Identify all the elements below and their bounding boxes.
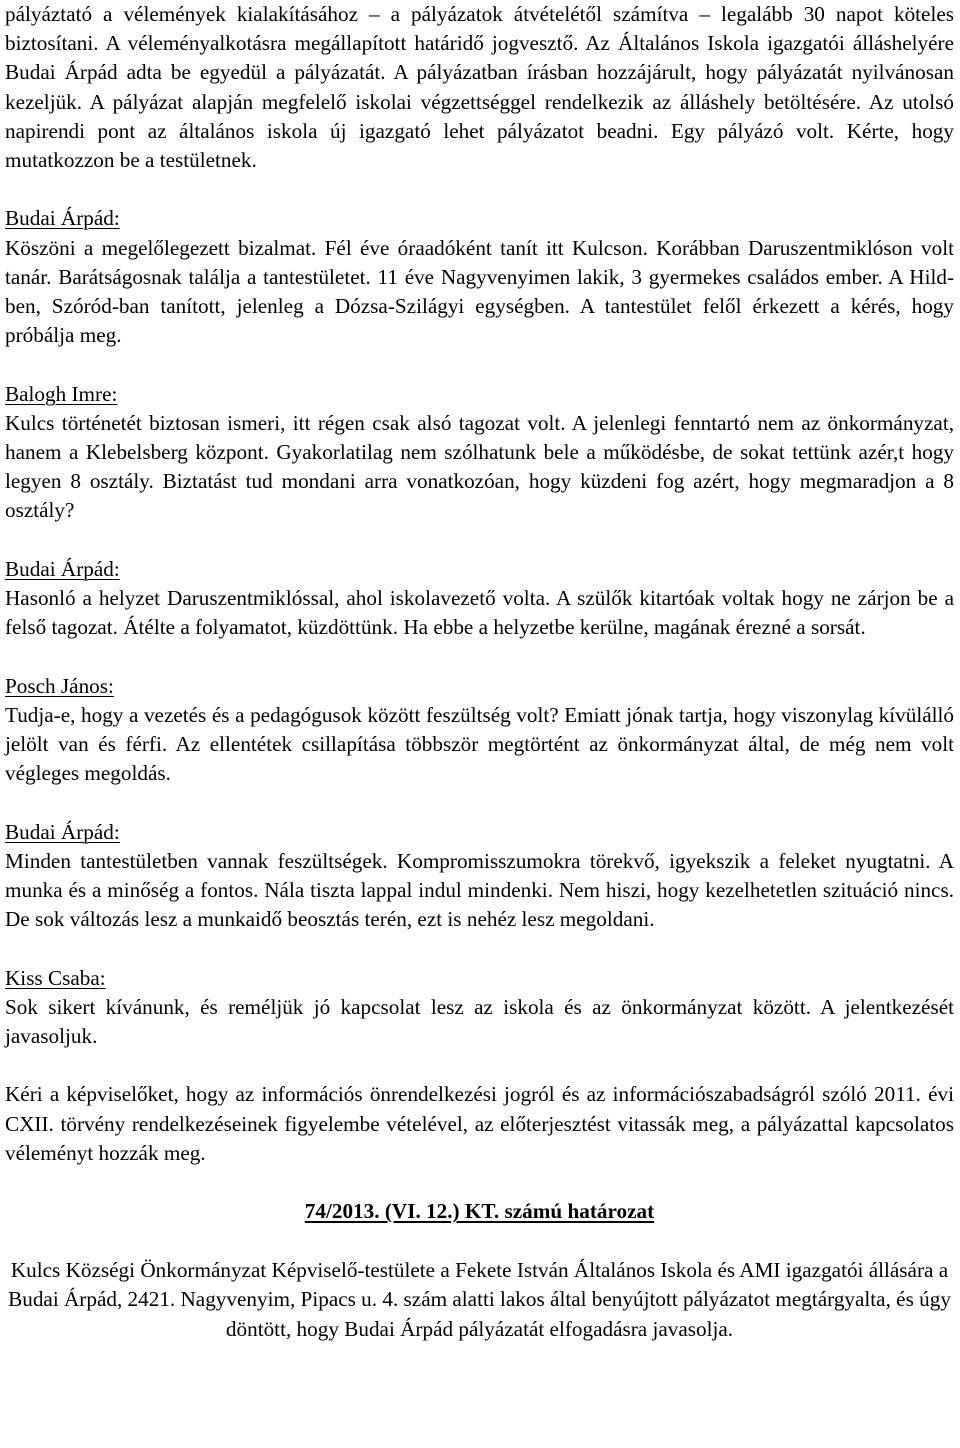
speaker-label: Kiss Csaba: [5, 965, 100, 990]
minutes-entry: [5, 380, 954, 526]
resolution-text: Kulcs Községi Önkormányzat Képviselő-testülete a Fekete István Általános Iskola és AMI igazgatói állására a Budai Árpád, 2421. Nagyvenyim, Pipacs u. 4. szám alatti lakos által benyújtott pályázatot megtárgyalta, és úgy döntött, hogy Budai Árpád pályázatát elfogadásra javasolja.: [8, 1257, 951, 1341]
minutes-entry: [5, 555, 954, 643]
speaker-name: Budai Árpád:: [5, 206, 120, 231]
speaker-name: Budai Árpád:: [5, 819, 120, 844]
speaker-name: Budai Árpád:: [5, 556, 120, 581]
speaker-name: Balogh Imre:: [5, 381, 118, 406]
speaker-label: Budai Árpád: [5, 819, 114, 844]
paragraph-gap: [5, 642, 954, 671]
speaker-label: Budai Árpád: [5, 206, 114, 231]
closing-paragraph: Kéri a képviselőket, hogy az információs önrendelkezési jogról és az információszabadságról szóló 2011. évi CXII. törvény rendelkezéseinek figyelembe vételével, az előterjesztést vitassák meg, a pályázattal kapcsolatos véleményt hozzák meg.: [5, 1082, 954, 1165]
speaker-remark: Hasonló a helyzet Daruszentmiklóssal, ahol iskolavezető volta. A szülők kitartóak voltak hogy ne zárjon be a felső tagozat. Átélte a folyamatot, küzdöttünk. Ha ebbe a helyzetbe kerülne, magának érezné a sorsát.: [5, 586, 954, 640]
speaker-name: Posch János:: [5, 673, 114, 698]
speaker-label: Budai Árpád: [5, 556, 114, 581]
speaker-remark: Minden tantestületben vannak feszültségek. Kompromisszumokra törekvő, igyekszik a feleket nyugtatni. A munka és a minőség a fontos. Nála tiszta lappal indul mindenki. Nem hiszi, hogy kezelhetetlen szituáció nincs. De sok változás lesz a munkaidő beosztás terén, ezt is nehéz lesz megoldani.: [5, 848, 954, 932]
minutes-entry: [5, 672, 954, 789]
speaker-remark: Köszöni a megelőlegezett bizalmat. Fél éve óraadóként tanít itt Kulcson. Korábban Daruszentmiklóson volt tanár. Barátságosnak találja a tantestületet. 11 éve Nagyvenyimen lakik, 3 gyermekes családos ember. A Hild-ben, Szóród-ban tanított, jelenleg a Dózsa-Szilágyi egységben. A tantestület felől érkezett a kérés, hogy próbálja meg.: [5, 235, 954, 348]
paragraph-gap: [5, 1168, 954, 1197]
minutes-entry: [5, 818, 954, 935]
resolution-title: 74/2013. (VI. 12.) KT. számú határozat: [304, 1199, 655, 1224]
paragraph-gap: [5, 1051, 954, 1080]
speaker-name: Kiss Csaba:: [5, 965, 106, 990]
page-text: [5, 0, 954, 1344]
paragraph-gap: [5, 175, 954, 204]
paragraph-gap: [5, 788, 954, 817]
paragraph-gap: [5, 934, 954, 963]
speaker-label: Posch János: [5, 673, 108, 698]
speaker-label: Balogh Imre: [5, 381, 112, 406]
paragraph-gap: [5, 1226, 954, 1255]
minutes-entry: [5, 204, 954, 350]
speaker-remark: Sok sikert kívánunk, és reméljük jó kapcsolat lesz az iskola és az önkormányzat között. A jelentkezését javasoljuk.: [5, 994, 954, 1049]
speaker-remark: Kulcs történetét biztosan ismeri, itt régen csak alsó tagozat volt. A jelenlegi fenntartó nem az önkormányzat, hanem a Klebelsberg központ. Gyakorlatilag nem szólhatunk bele a működésbe, de sokat tettünk azér,t hogy legyen 8 osztály. Biztatást tud mondani arra vonatkozóan, hogy küzdeni fog azért, hogy megmaradjon a 8 osztály?: [5, 410, 954, 523]
minutes-entry: [5, 964, 954, 1052]
paragraph-gap: [5, 350, 954, 379]
opening-paragraph: pályáztató a vélemények kialakításához – a pályázatok átvételétől számítva – legalább 30 napot köteles biztosítani. A véleményalkotásra megállapított határidő jogvesztő. Az Általános Iskola igazgatói álláshelyére Budai Árpád adta be egyedül a pályázatát. A pályázatban írásban hozzájárult, hogy pályázatát nyilvánosan kezeljük. A pályázat alapján megfelelő iskolai végzettséggel rendelkezik az álláshely betöltésére. Az utolsó napirendi pont az általános iskola új igazgató lehet pályázatot beadni. Egy pályázó volt. Kérte, hogy mutatkozzon be a testületnek.: [5, 2, 954, 173]
speaker-remark: Tudja-e, hogy a vezetés és a pedagógusok között feszültség volt? Emiatt jónak tartja, hogy viszonylag kívülálló jelölt van és férfi. Az ellentétek csillapítása többször megtörtént az önkormányzat által, de még nem volt végleges megoldás.: [5, 702, 954, 786]
resolution-body: [5, 1256, 954, 1345]
paragraph-gap: [5, 526, 954, 555]
